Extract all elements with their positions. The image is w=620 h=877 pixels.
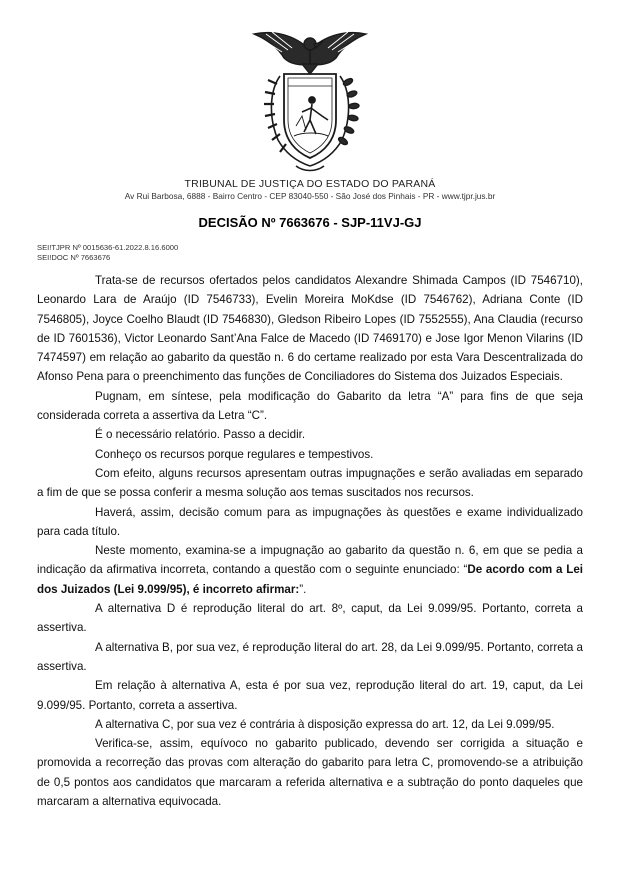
paragraph: É o necessário relatório. Passo a decidir. (95, 428, 306, 442)
paragraph: Em relação à alternativa A, esta é por sua vez, reprodução literal do art. 19, caput, da Lei 9.099/95. Portanto, correta a assertiva. (37, 679, 583, 712)
paragraph (37, 541, 583, 599)
parana-coat-of-arms-icon (244, 20, 376, 178)
sei-document-number: SEI!DOC Nº 7663676 (37, 253, 111, 262)
paragraph: Haverá, assim, decisão comum para as impugnações às questões e exame individualizado para cada título. (37, 505, 583, 538)
document-title: DECISÃO Nº 7663676 - SJP-11VJ-GJ (198, 215, 422, 230)
court-address: Av Rui Barbosa, 6888 - Bairro Centro - CEP 83040-550 - São José dos Pinhais - PR - www.tjpr.jus.br (124, 191, 496, 201)
question-statement: De acordo com a Lei dos Juizados (Lei 9.099/95), é incorreto afirmar: (37, 563, 583, 596)
paragraph-text: Neste momento, examina-se a impugnação ao gabarito da questão n. 6, em que se pedia a indicação da afirmativa incorreta, contando a questão com o seguinte enunciado: “ (37, 544, 583, 577)
court-name: TRIBUNAL DE JUSTIÇA DO ESTADO DO PARANÁ (184, 178, 436, 190)
paragraph: Trata-se de recursos ofertados pelos candidatos Alexandre Shimada Campos (ID 7546710), Leonardo Lara de Araújo (ID 7546733), Evelin Moreira MoKdse (ID 7546762), Adriana Conte (ID 7546805), Joyce Coelho Blaudt (ID 7546830), Gledson Ribeiro Lopes (ID 7552555), Ana Claudia (recurso de ID 7601536), Victor Leonardo Sant’Ana Falce de Macedo (ID 7469170) e Jose Igor Menon Vilarins (ID 7474597) em relação ao gabarito da questão n. 6 do certame realizado por esta Vara Descentralizada do Afonso Pena para o preenchimento das funções de Conciliadores do Sistema dos Juizados Especiais. (37, 274, 583, 384)
paragraph: A alternativa B, por sua vez, é reprodução literal do art. 28, da Lei 9.099/95. Portanto, correta a assertiva. (37, 640, 583, 673)
paragraph-text: ”. (299, 582, 307, 596)
paragraph: Verifica-se, assim, equívoco no gabarito publicado, devendo ser corrigida a situação e promovida a recorreção das provas com alteração do gabarito para letra C, promovendo-se a atribuição de 0,5 pontos aos candidatos que marcaram a referida alternativa e a subtração do ponto daqueles que marcaram a alternativa equivocada. (37, 737, 583, 809)
sei-process-number: SEI!TJPR Nº 0015636-61.2022.8.16.6000 (37, 243, 179, 252)
paragraph: A alternativa D é reprodução literal do art. 8º, caput, da Lei 9.099/95. Portanto, correta a assertiva. (37, 602, 583, 635)
decision-body (37, 271, 583, 811)
paragraph: Pugnam, em síntese, pela modificação do Gabarito da letra “A” para fins de que seja considerada correta a assertiva da Letra “C”. (37, 389, 583, 423)
paragraph: Com efeito, alguns recursos apresentam outras impugnações e serão avaliadas em separado a fim de que se possa conferir a mesma solução aos temas suscitados nos recursos. (37, 466, 583, 500)
paragraph: Conheço os recursos porque regulares e tempestivos. (95, 447, 374, 461)
paragraph: A alternativa C, por sua vez é contrária à disposição expressa do art. 12, da Lei 9.099/95. (95, 717, 555, 731)
